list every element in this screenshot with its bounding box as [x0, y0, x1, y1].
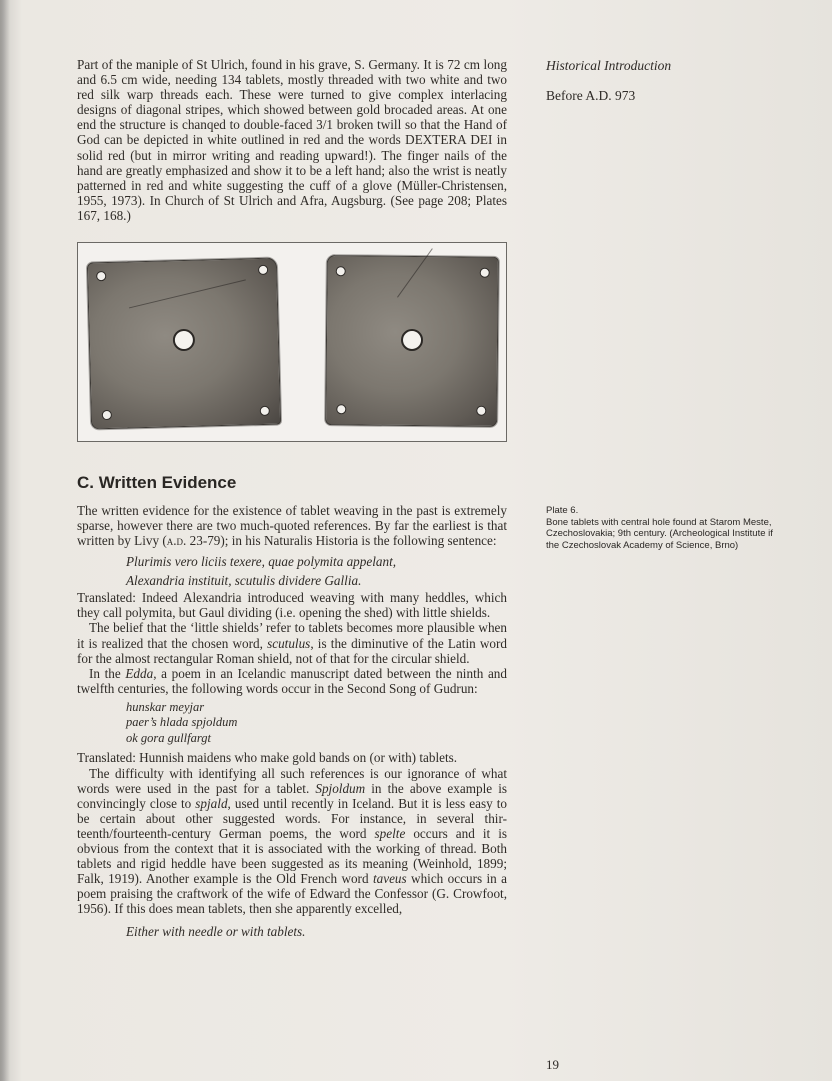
crack-mark	[397, 248, 433, 297]
bone-tablet-left	[87, 258, 281, 430]
plate-caption	[546, 505, 781, 551]
date-note: Before A.D. 973	[546, 88, 636, 103]
page-number: 19	[546, 1057, 559, 1072]
plate-6-photo	[77, 242, 507, 442]
paragraph: The belief that the ‘little shields’ refer to tablets becomes more plausible when it is realized that the chosen word, scutulus, is the diminutive of the Latin word for the almost rectangular Roman shield, not of that for the circular shield.	[77, 620, 507, 666]
corner-hole	[336, 404, 346, 414]
running-head: Historical Introduction	[546, 58, 672, 73]
center-hole	[401, 329, 423, 351]
section-heading: C. Written Evidence	[77, 473, 237, 492]
corner-hole	[336, 266, 346, 276]
corner-hole	[260, 406, 270, 416]
corner-hole	[258, 265, 268, 275]
caption-label: Plate 6.	[546, 505, 579, 516]
paragraph: Translated: Hunnish maidens who make gold bands on (or with) tablets.	[77, 750, 458, 766]
corner-hole	[96, 271, 106, 281]
sidebar	[546, 58, 776, 103]
crack-mark	[129, 279, 246, 308]
binding-shadow	[0, 0, 10, 1081]
written-evidence-text	[77, 503, 507, 940]
corner-hole	[102, 410, 112, 420]
paragraph: In the Edda, a poem in an Icelandic manuscript dated between the ninth and twelfth centuries, the following words occur in the Second Song of Gudrun:	[77, 665, 507, 696]
caption-text: Bone tablets with central hole found at Starom Meste, Czechoslovakia; 9th century. (Archeological Institute if the Czechoslovak Academy of Science, Brno)	[546, 516, 773, 551]
paragraph: The difficulty with identifying all such references is our ignorance of what words were used in the past for a tablet. Spjoldum in the above example is convincingly close to spjald, used until recently in Iceland. But it is less easy to be certain about other suggested words. For instance, in several thir-teenth/fourteenth-century German poems, the word spelte occurs and it is obvious from the context that it is associated with the working of thread. Both tablets and rigid heddle have been suggested as its meaning (Weinhold, 1899; Falk, 1919). Another example is the Old French word taveus which occurs in a poem praising the craftwork of the wife of Edward the Confessor (G. Crowfoot, 1956). If this does mean tablets, then she apparently excelled,	[77, 765, 507, 917]
center-hole	[173, 329, 196, 352]
top-paragraph: Part of the maniple of St Ulrich, found in his grave, S. Germany. It is 72 cm long and 6.5 cm wide, needing 134 tablets, mostly threaded with two white and two red silk warp threads each. These were turned to give complex interlacing designs of diagonal stripes, which showed between gold brocaded areas. At one end the structure is chanqed to double-faced 3/1 broken twill so that the Hand of God can be depicted in white outlined in red and the words DEXTERA DEI in solid red (but in mirror writing and reading upward!). The finger nails of the hand are greatly emphasized and show it to be a left hand; also the wrist is neatly patterned in red and white suggesting the cuff of a glove (Müller-Christensen, 1955, 1973). In Church of St Ulrich and Afra, Augsburg. (See page 208; Plates 167, 168.)	[77, 57, 507, 223]
paragraph: Translated: Indeed Alexandria introduced weaving with many heddles, which they call polymita, but Gaul dividing (i.e. opening the shed) with little shields.	[77, 590, 507, 621]
corner-hole	[480, 268, 490, 278]
bone-tablet-right	[325, 255, 499, 427]
latin-quote: Plurimis vero liciis texere, quae polymita appelant, Alexandria instituit, scutulis dividere Gallia.	[126, 554, 397, 589]
norse-quote: hunskar meyjar paer’s hlada spjoldum ok gora gullfargt	[126, 699, 238, 745]
corner-hole	[476, 406, 486, 416]
french-quote: Either with needle or with tablets.	[126, 924, 306, 940]
intro-text-block	[77, 57, 507, 223]
paragraph: The written evidence for the existence of tablet weaving in the past is extremely sparse, however there are two much-quoted references. By far the earliest is that written by Livy (a.d. 23-79); in his Naturalis Historia is the following sentence:	[77, 503, 507, 549]
